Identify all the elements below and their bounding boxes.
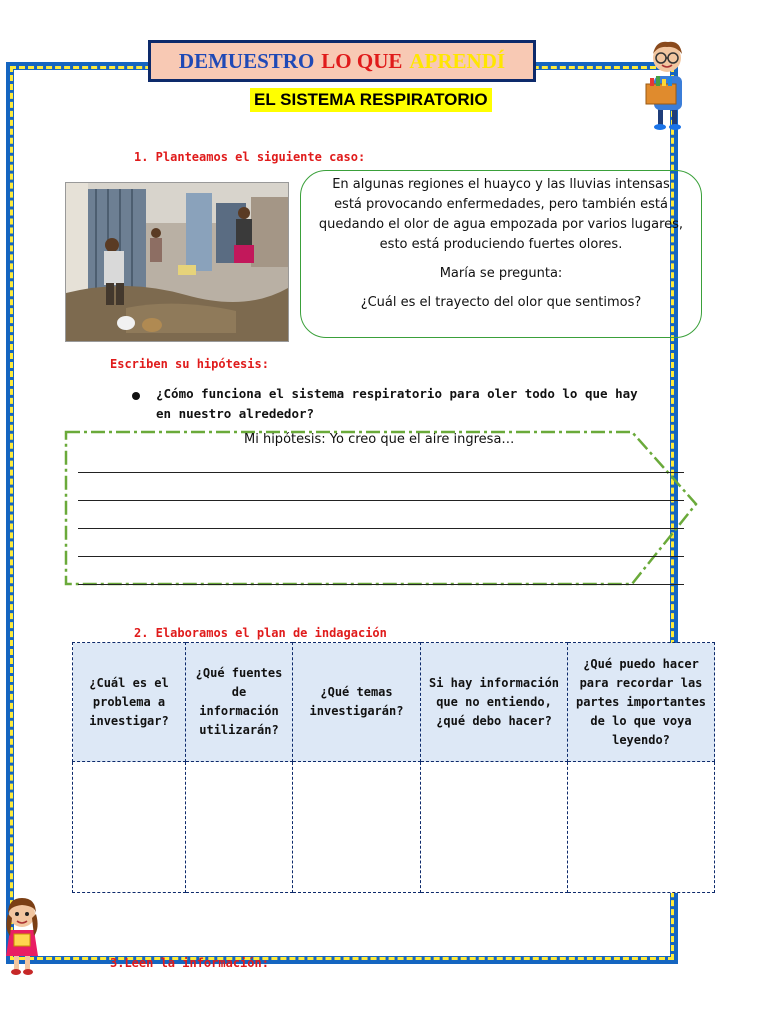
hypothesis-heading: Escriben su hipótesis: <box>110 357 269 371</box>
case-line-2: está provocando enfermedades, pero también está <box>334 197 668 212</box>
writing-line <box>78 556 684 557</box>
table-header-cell: ¿Qué temas investigarán? <box>293 643 421 762</box>
page-title: EL SISTEMA RESPIRATORIO <box>250 88 492 112</box>
writing-line <box>78 472 684 473</box>
case-line-4: esto está produciendo fuertes olores. <box>379 237 623 252</box>
answer-cell[interactable] <box>421 762 568 893</box>
table-header-row <box>73 643 715 762</box>
header-word-2: LO QUE <box>321 48 403 73</box>
writing-line <box>78 500 684 501</box>
section1-heading: 1. Planteamos el siguiente caso: <box>134 150 366 164</box>
indagation-plan-table <box>72 642 715 893</box>
flood-photo <box>65 182 289 342</box>
answer-cell[interactable] <box>73 762 186 893</box>
table-header-cell: ¿Qué fuentes de información utilizarán? <box>186 643 293 762</box>
header-banner <box>148 40 536 82</box>
hypothesis-question: ¿Cómo funciona el sistema respiratorio para oler todo lo que hay en nuestro alrededor? <box>156 386 638 421</box>
case-line-3: quedando el olor de agua empozada por varios lugares, <box>318 217 684 232</box>
table-header-cell: ¿Qué puedo hacer para recordar las partes importantes de lo que voya leyendo? <box>568 643 715 762</box>
table-row <box>73 762 715 893</box>
boy-cartoon-icon <box>636 36 698 132</box>
case-question: ¿Cuál es el trayecto del olor que sentimos? <box>360 295 642 310</box>
case-textbox <box>300 170 702 338</box>
maria-asks: María se pregunta: <box>439 266 563 281</box>
writing-line <box>78 584 684 585</box>
answer-cell[interactable] <box>568 762 715 893</box>
flood-photo-image <box>66 183 288 341</box>
hypothesis-arrow-frame <box>60 428 704 590</box>
writing-line <box>78 528 684 529</box>
table-header-cell: ¿Cuál es el problema a investigar? <box>73 643 186 762</box>
bullet-icon <box>132 392 140 400</box>
section3-heading: 3.Leen la información: <box>110 956 269 970</box>
case-line-1: En algunas regiones el huayco y las lluvias intensas <box>332 177 670 192</box>
answer-cell[interactable] <box>293 762 421 893</box>
header-word-1: DEMUESTRO <box>178 48 315 73</box>
section2-heading: 2. Elaboramos el plan de indagación <box>134 626 387 640</box>
girl-cartoon-icon <box>0 892 44 976</box>
table-header-cell: Si hay información que no entiendo, ¿qué debo hacer? <box>421 643 568 762</box>
answer-cell[interactable] <box>186 762 293 893</box>
hypothesis-prompt: Mi hipótesis: Yo creo que el aire ingresa… <box>244 432 515 447</box>
header-word-3: APRENDÍ <box>409 48 506 73</box>
